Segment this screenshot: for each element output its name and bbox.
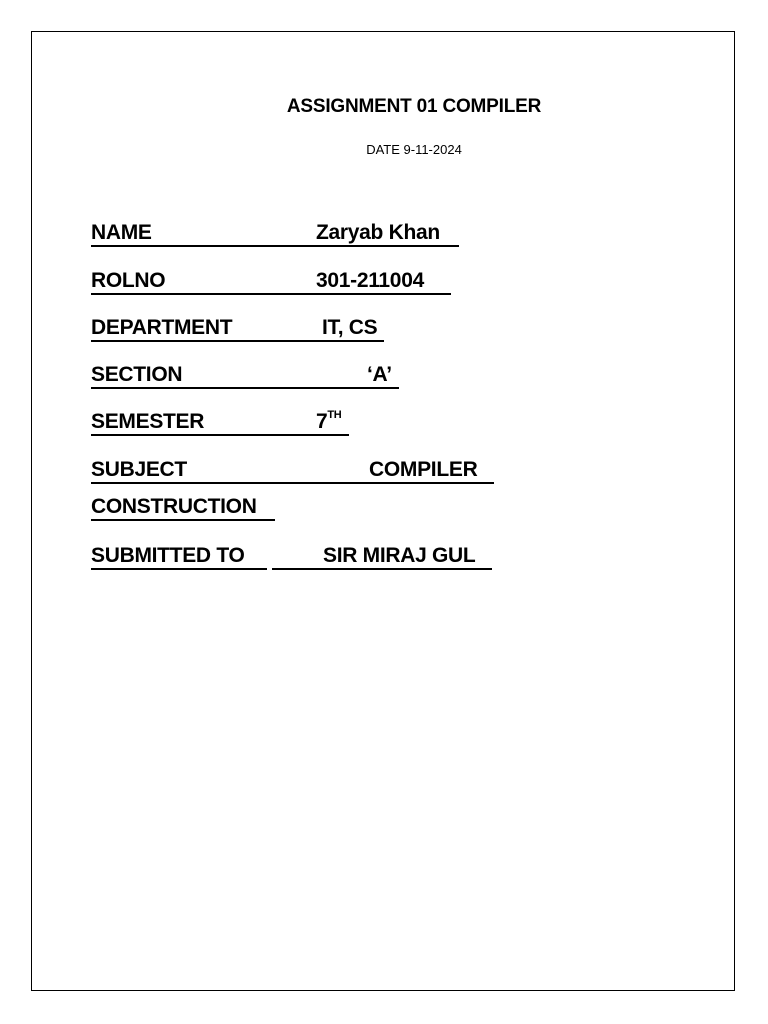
field-label-department: DEPARTMENT: [91, 316, 233, 339]
field-label-semester: SEMESTER: [91, 410, 205, 433]
field-underline-department: [91, 340, 384, 342]
field-underline-section: [91, 387, 399, 389]
document-title: ASSIGNMENT 01 COMPILER: [286, 96, 542, 117]
document-date: DATE 9-11-2024: [366, 142, 462, 157]
field-label-submitted-to: SUBMITTED TO: [91, 544, 245, 567]
field-value-submitted-to: SIR MIRAJ GUL: [323, 544, 476, 567]
field-row-rolno: [91, 268, 491, 298]
field-label-section: SECTION: [91, 363, 183, 386]
field-row-semester: [91, 409, 491, 439]
field-underline-subject-continuation: [91, 519, 275, 521]
field-underline-submitted-to-label: [91, 568, 267, 570]
field-underline-name: [91, 245, 459, 247]
field-underline-semester: [91, 434, 349, 436]
field-row-department: [91, 315, 491, 345]
field-value-semester: [316, 409, 341, 435]
semester-suffix: TH: [327, 409, 342, 421]
field-row-subject: [91, 457, 511, 487]
field-value-subject: COMPILER: [369, 458, 478, 481]
field-underline-subject: [91, 482, 494, 484]
field-value-rolno: 301-211004: [316, 269, 424, 292]
field-row-submitted-to: [91, 543, 511, 573]
field-row-subject-continuation: [91, 494, 391, 524]
field-value-department: IT, CS: [322, 316, 378, 339]
field-label-rolno: ROLNO: [91, 269, 166, 292]
field-row-name: [91, 220, 491, 250]
field-row-section: [91, 362, 491, 392]
field-label-subject: SUBJECT: [91, 458, 187, 481]
field-value-section: ‘A’: [367, 363, 392, 386]
field-underline-rolno: [91, 293, 451, 295]
field-label-subject-continuation: CONSTRUCTION: [91, 495, 257, 518]
semester-number: 7: [316, 410, 328, 433]
field-value-name: Zaryab Khan: [316, 221, 440, 244]
field-underline-submitted-to-value: [272, 568, 492, 570]
field-label-name: NAME: [91, 221, 152, 244]
